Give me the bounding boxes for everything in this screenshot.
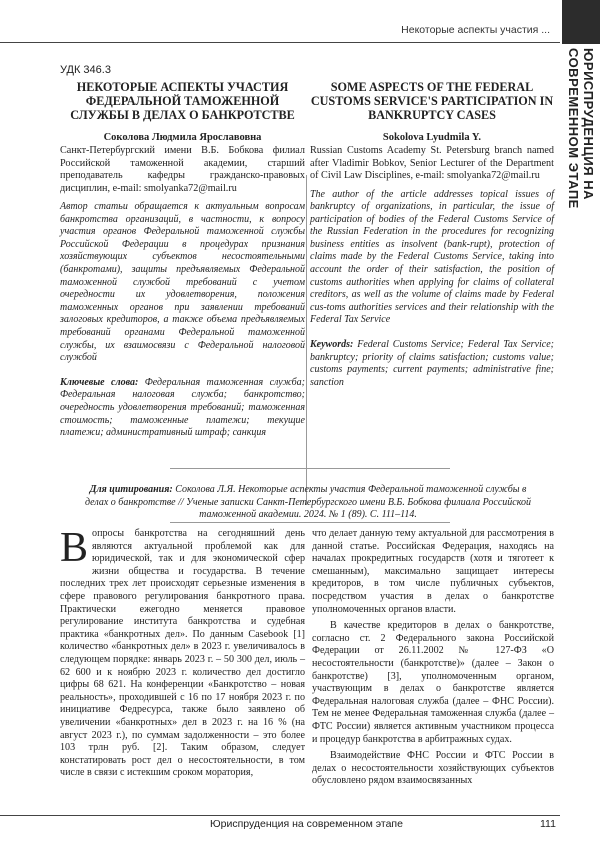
body-right-paragraph-2: В качестве кредиторов в делах о банкротстве, согласно ст. 2 Федерального закона Российской Федерации от 26.11.2002 № 127-ФЗ «О несостоятельности (банкротстве)» (далее – Закон о банкротстве) [3], уполномоченным органом, участвующим в делах о банкротстве является Федеральная налоговая служба (далее – ФНС России). Тем не менее Федеральная таможенная служба (далее – ФТС России) является активным участником процесса и процедур банкротства в арбитражных судах. bbox=[312, 620, 554, 745]
ru-keywords bbox=[60, 377, 305, 440]
header-rule bbox=[0, 42, 560, 43]
footer-rule bbox=[0, 815, 560, 816]
citation-text: Соколова Л.Я. Некоторые аспекты участия Федеральной таможенной службы в делах о банкротстве // Ученые записки Санкт-Петербургского имени В.Б. Бобкова филиала Российской таможенной академии. 2024. № 1 (89). С. 111–114. bbox=[85, 484, 531, 520]
body-right-paragraph-1: что делает данную тему актуальной для рассмотрения в данной статье. Российская Федерация, находясь на началах прокредитных государств (хотя и тяготеет к смешанным), максимально защищает интересы кредиторов, в том числе публичных субъектов, посредством участия в делах о банкротстве уполномоченных органов власти. bbox=[312, 528, 554, 615]
citation-label: Для цитирования: bbox=[89, 484, 173, 495]
page-number: 111 bbox=[540, 818, 556, 830]
ru-header bbox=[60, 80, 305, 440]
ru-abstract: Автор статьи обращается к актуальным вопросам банкротства организаций, в частности, к вопросу участия органов Федеральной таможенной службы Российской Федерации в процедурах признания хозяйствующих субъектов несостоятельными (банкротами), защиты предъявляемых Федеральной таможенной службой требований с учетом очередности их удовлетворения, положения таможенных органов при заявлении требований залоговых кредиторов, а также объема предъявляемых требований органами Федеральной таможенной службы, их взаимосвязи с Федеральной налоговой службой bbox=[60, 201, 305, 364]
footer-journal: Юриспруденция на современном этапе bbox=[210, 818, 403, 830]
en-author: Sokolova Lyudmila Y. bbox=[382, 132, 482, 143]
ru-title: НЕКОТОРЫЕ АСПЕКТЫ УЧАСТИЯ ФЕДЕРАЛЬНОЙ ТАМОЖЕННОЙ СЛУЖБЫ В ДЕЛАХ О БАНКРОТСТВЕ bbox=[70, 80, 295, 122]
drop-cap: В bbox=[60, 525, 89, 571]
citation-rule-bottom bbox=[170, 522, 450, 523]
body-left-text: опросы банкротства на сегодняшний день являются актуальной проблемой как для юридической, так и для экономической сфер жизни общества и государства. В течение последних трех лет происходят серьезные изменения в сфере правового регулирования банкротного права. Практически ежегодно меняется правовое регулирование института банкротства и судебная практика «банкротных дел». По данным Casebook [1] количество «банкротных дел» в 2023 г. увеличивалось в следующем порядке: январь 2023 г. – 50 300 дел, июль – 62 600 и к ноябрю 2023 г. количество дел достигло цифры 68 621. На конференции «Банкротство – новая реальность», проходившей с 16 по 17 ноября 2023 г. по инициативе Федресурса, также было заявлено об увеличении «банкротных» дел в 2023 г. на 16 % (на август 2023 г.), по суммам задолженности – это более 103 трлн руб. [2]. Таким образом, следует констатировать рост дел о несостоятельности, в том числе в связи с истекшим сроком моратория, bbox=[60, 528, 305, 779]
en-keywords bbox=[310, 339, 554, 389]
ru-author: Соколова Людмила Ярославовна bbox=[103, 132, 262, 143]
en-keywords-label: Keywords: bbox=[310, 339, 354, 351]
en-header bbox=[310, 80, 554, 389]
body-right-paragraph-3: Взаимодействие ФНС России и ФТС России в делах о несостоятельности хозяйствующих субъектов обусловлено рядом взаимосвязанных bbox=[312, 750, 554, 787]
udk-code: УДК 346.3 bbox=[60, 64, 111, 76]
en-affiliation: Russian Customs Academy St. Petersburg branch named after Vladimir Bobkov, Senior Lecturer of the Department of Civil Law Disciplines, e-mail: smolyanka72@mail.ru bbox=[310, 145, 554, 181]
column-divider bbox=[306, 175, 307, 505]
body-right-column bbox=[312, 528, 554, 788]
en-keywords-text: Federal Customs Service; Federal Tax Service; bankruptcy; priority of claims satisfaction; customs value; customs payments; current payments; administrative fine; sanction bbox=[310, 339, 555, 388]
en-title: SOME ASPECTS OF THE FEDERAL CUSTOMS SERVICE'S PARTICIPATION IN BANKRUPTCY CASES bbox=[310, 80, 554, 122]
running-title: Некоторые аспекты участия ... bbox=[401, 24, 550, 36]
ru-keywords-text: Федеральная таможенная служба; Федеральная налоговая служба; банкротство; очередность удовлетворения требований; таможенная стоимость; таможенные платежи; текущие платежи; административный штраф; санкция bbox=[60, 376, 305, 439]
body-left-column bbox=[60, 525, 305, 780]
citation bbox=[78, 484, 538, 522]
side-tab-label: ЮРИСПРУДЕНЦИЯ НА СОВРЕМЕННОМ ЭТАПЕ bbox=[566, 48, 596, 209]
ru-keywords-label: Ключевые слова: bbox=[60, 376, 139, 388]
ru-affiliation: Санкт-Петербургский имени В.Б. Бобкова филиал Российской таможенной академии, старший преподаватель кафедры гражданско-правовых дисциплин, e-mail: smolyanka72@mail.ru bbox=[60, 145, 305, 194]
en-abstract: The author of the article addresses topical issues of bankruptcy of organizations, in particular, the issue of participation of bodies of the Federal Customs Service of the Russian Federation in the procedures for recognizing business entities as insolvent (bank-rupt), protection of claims made by the Federal Customs Service, taking into account the order of their satisfaction, the position of customs authorities when applying for claims of collateral creditors, as well as the volume of claims made by Federal cus-toms authorities services and their relationship with the Federal Tax Service bbox=[310, 188, 554, 326]
side-tab-block bbox=[562, 0, 600, 44]
citation-rule-top bbox=[170, 468, 450, 469]
